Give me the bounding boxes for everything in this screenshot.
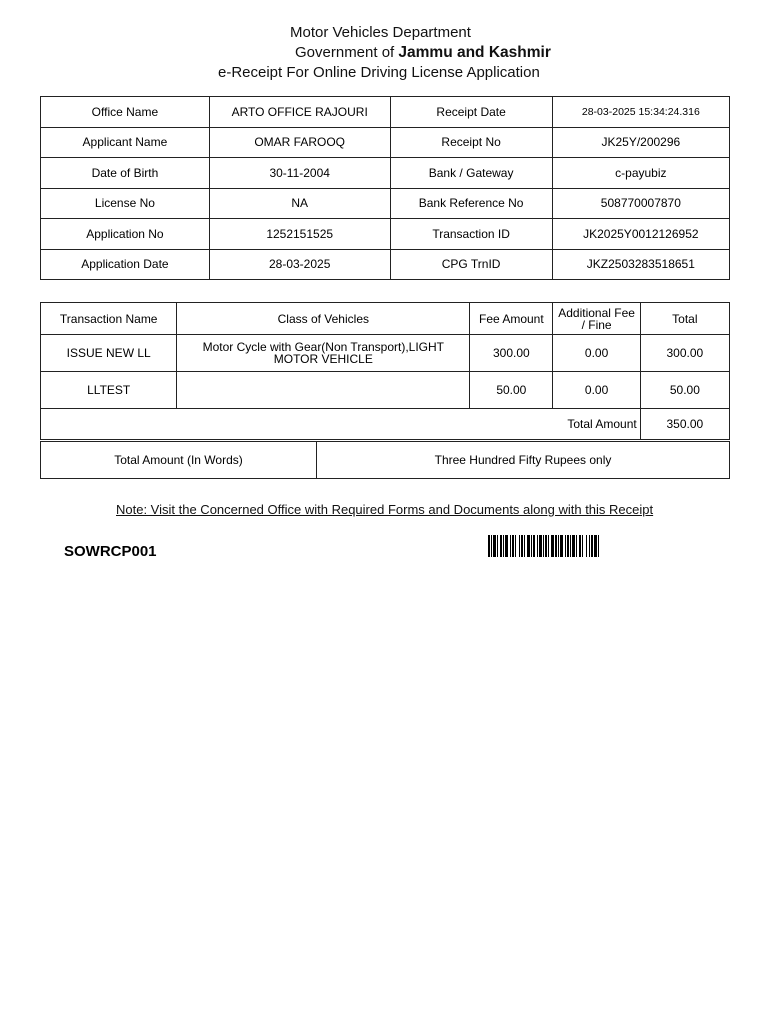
barcode-bar [582,535,583,557]
applicant-name-label: Applicant Name [41,127,210,158]
office-name-value: ARTO OFFICE RAJOURI [209,97,390,128]
amount-in-words-table [40,441,730,479]
bank-value: c-payubiz [552,158,729,189]
additional-fee: 0.00 [553,372,640,409]
bank-label: Bank / Gateway [390,158,552,189]
dob-value: 30-11-2004 [209,158,390,189]
fee-amount: 50.00 [470,372,553,409]
vehicle-class: Motor Cycle with Gear(Non Transport),LIGHT MOTOR VEHICLE [177,335,470,372]
barcode-bar [515,535,516,557]
office-visit-note: Note: Visit the Concerned Office with Required Forms and Documents along with this Receipt [116,502,654,517]
table-row [41,127,730,158]
dob-label: Date of Birth [41,158,210,189]
row-total: 50.00 [640,372,729,409]
barcode-bar [567,535,569,557]
barcode-bar [570,535,571,557]
total-header: Total [640,303,729,335]
barcode-bar [500,535,502,557]
applicant-name-value: OMAR FAROOQ [209,127,390,158]
barcode-bar [539,535,542,557]
barcode-bar [519,535,520,557]
table-row [41,442,730,479]
department-title: Motor Vehicles Department [290,24,471,41]
barcode-bar [488,535,490,557]
barcode-bar [586,535,587,557]
table-row [41,249,730,280]
vehicle-class [177,372,470,409]
barcode-bar [560,535,563,557]
table-row [41,188,730,219]
barcode-bar [491,535,492,557]
application-date-value: 28-03-2025 [209,249,390,280]
application-date-label: Application Date [41,249,210,280]
table-header-row [41,303,730,335]
receipt-no-value: JK25Y/200296 [552,127,729,158]
barcode-bar [497,535,498,557]
government-title [295,44,768,62]
barcode-bar [572,535,575,557]
total-amount-row [41,409,730,440]
fee-table [40,302,730,440]
table-row [41,158,730,189]
barcode-bar [565,535,566,557]
license-no-value: NA [209,188,390,219]
receipt-date-value: 28-03-2025 15:34:24.316 [552,97,729,128]
barcode-bar [551,535,554,557]
cpg-value: JKZ2503283518651 [552,249,729,280]
barcode-bar [524,535,525,557]
barcode-bar [521,535,523,557]
bank-ref-label: Bank Reference No [390,188,552,219]
application-no-label: Application No [41,219,210,250]
government-prefix: Government of [295,44,399,61]
total-words-value: Three Hundred Fifty Rupees only [317,442,730,479]
bank-ref-value: 508770007870 [552,188,729,219]
barcode-bar [512,535,514,557]
additional-fee-header: Additional Fee / Fine [553,303,640,335]
transaction-name: LLTEST [41,372,177,409]
license-no-label: License No [41,188,210,219]
barcode-bar [555,535,557,557]
barcode-bar [594,535,597,557]
applicant-info-table [40,96,730,280]
barcode-bar [533,535,535,557]
fee-amount: 300.00 [470,335,553,372]
office-name-label: Office Name [41,97,210,128]
total-amount-value: 350.00 [640,409,729,440]
barcode-bar [598,535,599,557]
barcode-image [488,535,702,557]
transaction-name: ISSUE NEW LL [41,335,177,372]
receipt-title: e-Receipt For Online Driving License Application [218,64,540,81]
additional-fee: 0.00 [553,335,640,372]
cpg-label: CPG TrnID [390,249,552,280]
barcode-bar [548,535,549,557]
barcode-bar [505,535,508,557]
barcode-bar [558,535,559,557]
barcode-bar [531,535,532,557]
barcode-bar [591,535,593,557]
class-of-vehicles-header: Class of Vehicles [177,303,470,335]
barcode-bar [543,535,544,557]
barcode-bar [527,535,530,557]
transaction-id-value: JK2025Y0012126952 [552,219,729,250]
transaction-name-header: Transaction Name [41,303,177,335]
barcode-bar [545,535,547,557]
barcode-bar [493,535,496,557]
barcode-bar [510,535,511,557]
form-code: SOWRCP001 [64,543,157,560]
state-name: Jammu and Kashmir [398,44,551,61]
total-words-label: Total Amount (In Words) [41,442,317,479]
receipt-no-label: Receipt No [390,127,552,158]
transaction-id-label: Transaction ID [390,219,552,250]
total-amount-label: Total Amount [41,409,641,440]
receipt-date-label: Receipt Date [390,97,552,128]
barcode-bar [579,535,581,557]
barcode-bar [589,535,590,557]
row-total: 300.00 [640,335,729,372]
fee-amount-header: Fee Amount [470,303,553,335]
table-row [41,335,730,372]
barcode-bar [503,535,504,557]
application-no-value: 1252151525 [209,219,390,250]
table-row [41,97,730,128]
barcode-bar [576,535,577,557]
table-row [41,372,730,409]
barcode-bar [537,535,538,557]
table-row [41,219,730,250]
